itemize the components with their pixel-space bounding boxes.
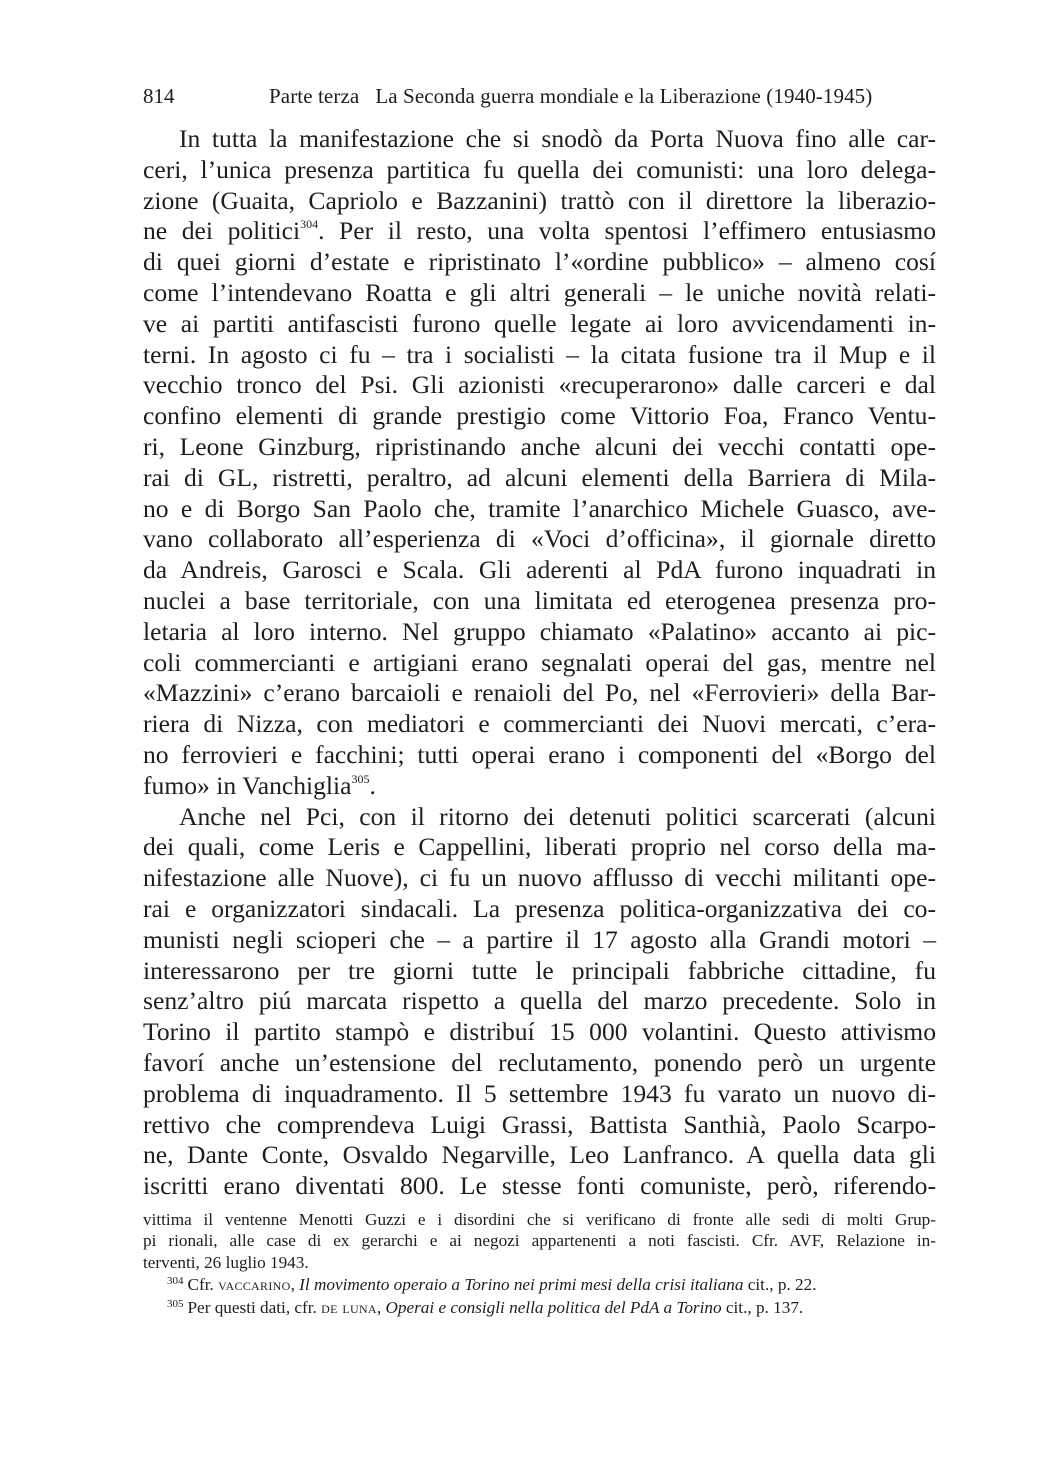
text-line: di quei giorni d’estate e ripristinato l’«ordine pubblico» – almeno cosí bbox=[143, 247, 936, 277]
text-line: problema di inquadramento. Il 5 settembre 1943 fu varato un nuovo di- bbox=[143, 1078, 936, 1108]
footnote-pre: Cfr. bbox=[187, 1275, 214, 1295]
text-segment: fumo» in Vanchiglia bbox=[143, 770, 352, 800]
text-line: no ferrovieri e facchini; tutti operai erano i componenti del «Borgo del bbox=[143, 739, 936, 769]
text-line: letaria al loro interno. Nel gruppo chiamato «Palatino» accanto ai pic- bbox=[143, 616, 936, 646]
text-line: ceri, l’unica presenza partitica fu quella dei comunisti: una loro delega- bbox=[143, 154, 936, 184]
text-line: rai di GL, ristretti, peraltro, ad alcuni elementi della Barriera di Mila- bbox=[143, 462, 936, 492]
footnote-number: 305 bbox=[167, 1297, 184, 1310]
text-line: ve ai partiti antifascisti furono quelle legate ai loro avvicendamenti in- bbox=[143, 308, 936, 338]
footnote-continuation-line: pi rionali, alle case di ex gerarchi e ai negozi appartenenti a noti fascisti. Cfr. AVF, Relazione in- bbox=[143, 1231, 936, 1251]
text-line: «Mazzini» c’erano barcaioli e renaioli del Po, nel «Ferrovieri» della Bar- bbox=[143, 678, 936, 708]
text-line: riera di Nizza, con mediatori e commercianti dei Nuovi mercati, c’era- bbox=[143, 709, 936, 739]
text-line: interessarono per tre giorni tutte le principali fabbriche cittadine, fu bbox=[143, 955, 936, 985]
text-line: iscritti erano diventati 800. Le stesse fonti comuniste, però, riferendo- bbox=[143, 1171, 936, 1201]
footnote-304 bbox=[143, 1274, 936, 1295]
footnote-ref-304: 304 bbox=[300, 217, 319, 232]
footnote-continuation-line: terventi, 26 luglio 1943. bbox=[143, 1252, 309, 1272]
footnote-author: de luna bbox=[321, 1297, 377, 1317]
text-line: no e di Borgo San Paolo che, tramite l’anarchico Michele Guasco, ave- bbox=[143, 493, 936, 523]
text-line: vano collaborato all’esperienza di «Voci d’officina», il giornale diretto bbox=[143, 524, 936, 554]
footnote-post: cit., p. 22. bbox=[747, 1275, 817, 1295]
text-line: Anche nel Pci, con il ritorno dei detenuti politici scarcerati (alcuni bbox=[179, 801, 936, 831]
body-text bbox=[143, 124, 936, 1202]
text-line: zione (Guaita, Capriolo e Bazzanini) trattò con il direttore la liberazio- bbox=[143, 185, 936, 215]
text-line: Torino il partito stampò e distribuí 15 000 volantini. Questo attivismo bbox=[143, 1017, 936, 1047]
text-line: confino elementi di grande prestigio come Vittorio Foa, Franco Ventu- bbox=[143, 401, 936, 431]
text-line: rettivo che comprendeva Luigi Grassi, Battista Santhià, Paolo Scarpo- bbox=[143, 1109, 936, 1139]
footnote-number: 304 bbox=[167, 1275, 184, 1288]
footnote-pre: Per questi dati, cfr. bbox=[187, 1297, 317, 1317]
footnote-ref-305: 305 bbox=[351, 771, 370, 786]
footnotes bbox=[143, 1209, 936, 1318]
text-line: terni. In agosto ci fu – tra i socialisti – la citata fusione tra il Mup e il bbox=[143, 339, 936, 369]
footnote-separator: , bbox=[290, 1275, 295, 1295]
text-line: munisti negli scioperi che – a partire il 17 agosto alla Grandi motori – bbox=[143, 924, 936, 954]
text-line: nifestazione alle Nuove), ci fu un nuovo afflusso di vecchi militanti ope- bbox=[143, 863, 936, 893]
running-head: Parte terza La Seconda guerra mondiale e la Liberazione (1940-1945) bbox=[269, 84, 873, 108]
text-line bbox=[143, 216, 936, 247]
footnote-separator: , bbox=[376, 1297, 382, 1317]
text-line: come l’intendevano Roatta e gli altri generali – le uniche novità relati- bbox=[143, 277, 936, 307]
text-line: vecchio tronco del Psi. Gli azionisti «recuperarono» dalle carceri e dal bbox=[143, 370, 936, 400]
text-line: In tutta la manifestazione che si snodò da Porta Nuova fino alle car- bbox=[179, 124, 936, 153]
text-segment: ne dei politici bbox=[143, 216, 301, 246]
text-line: favorí anche un’estensione del reclutamento, ponendo però un urgente bbox=[143, 1047, 936, 1077]
text-line: nuclei a base territoriale, con una limitata ed eterogenea presenza pro- bbox=[143, 585, 936, 615]
footnote-post: cit., p. 137. bbox=[725, 1297, 804, 1317]
text-line: ri, Leone Ginzburg, ripristinando anche alcuni dei vecchi contatti ope- bbox=[143, 431, 936, 461]
running-header bbox=[143, 84, 936, 114]
text-segment: . bbox=[369, 770, 376, 800]
text-line: coli commercianti e artigiani erano segnalati operai del gas, mentre nel bbox=[143, 647, 936, 677]
footnote-title: Operai e consigli nella politica del PdA a Torino bbox=[385, 1297, 722, 1317]
text-line: ne, Dante Conte, Osvaldo Negarville, Leo Lanfranco. A quella data gli bbox=[143, 1140, 936, 1170]
text-line: dei quali, come Leris e Cappellini, liberati proprio nel corso della ma- bbox=[143, 832, 936, 862]
text-line: da Andreis, Garosci e Scala. Gli aderenti al PdA furono inquadrati in bbox=[143, 555, 936, 585]
text-line: rai e organizzatori sindacali. La presenza politica-organizzativa dei co- bbox=[143, 893, 936, 923]
text-segment: . Per il resto, una volta spentosi l’effimero entusiasmo bbox=[318, 216, 936, 246]
footnote-title: Il movimento operaio a Torino nei primi mesi della crisi italiana bbox=[299, 1275, 744, 1295]
text-line bbox=[143, 771, 936, 802]
text-line: senz’altro piú marcata rispetto a quella del marzo precedente. Solo in bbox=[143, 986, 936, 1016]
footnote-305 bbox=[143, 1297, 936, 1318]
footnote-author: vaccarino bbox=[218, 1275, 291, 1295]
footnote-continuation-line: vittima il ventenne Menotti Guzzi e i disordini che si verificano di fronte alle sedi di molti Grup- bbox=[143, 1210, 936, 1229]
page-number: 814 bbox=[143, 84, 175, 108]
